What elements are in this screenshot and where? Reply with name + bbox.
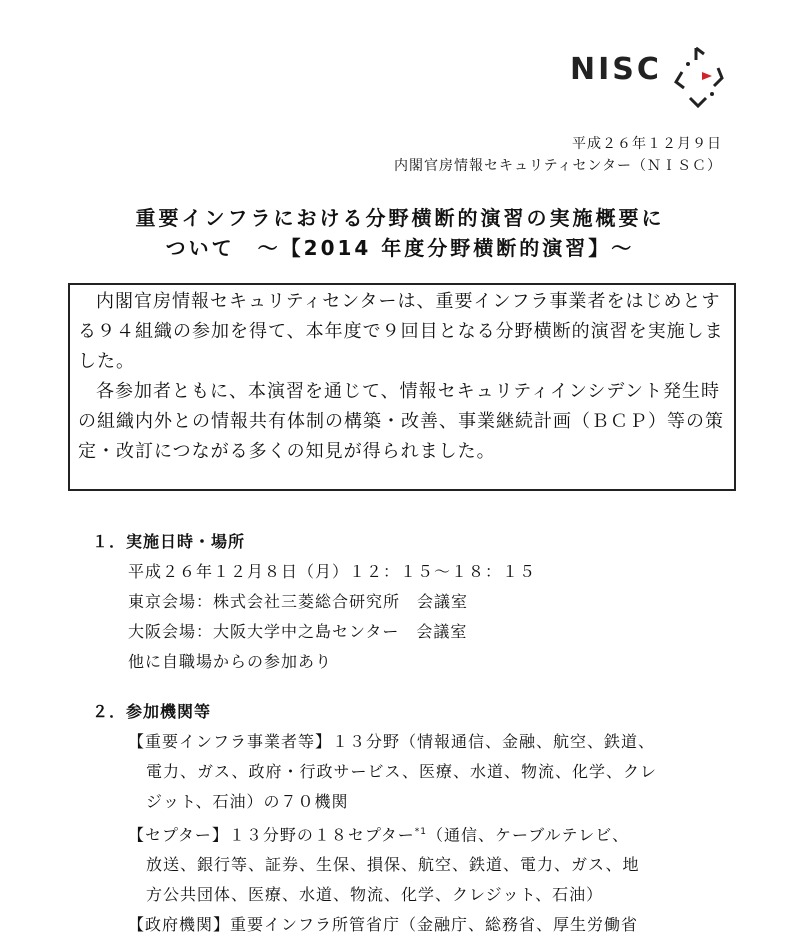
summary-paragraph-1: 内閣官房情報セキュリティセンターは、重要インフラ事業者をはじめとする９４組織の参加を得て、本年度で９回目となる分野横断的演習を実施しました。	[78, 291, 724, 372]
ceptoar-line	[128, 817, 657, 850]
nisc-logo	[570, 42, 730, 112]
ceptoar-text: 【セプター】１３分野の１８セプター	[128, 825, 415, 845]
operators-line: 電力、ガス、政府・行政サービス、医療、水道、物流、化学、クレ	[146, 762, 657, 781]
schedule-remote-note: 他に自職場からの参加あり	[128, 652, 333, 671]
summary-box	[68, 283, 736, 491]
issue-date: 平成２６年１２月９日	[572, 136, 722, 152]
document-title	[0, 203, 800, 263]
schedule-osaka-venue: 大阪会場：大阪大学中之島センター 会議室	[128, 622, 468, 641]
section-schedule	[92, 527, 536, 677]
date-block	[394, 133, 722, 177]
government-line: 【政府機関】重要インフラ所管省庁（金融庁、総務省、厚生労働省	[128, 915, 639, 935]
section-participants	[92, 697, 657, 940]
schedule-tokyo-venue: 東京会場：株式会社三菱総合研究所 会議室	[128, 592, 469, 611]
ceptoar-line: 放送、銀行等、証券、生保、損保、航空、鉄道、電力、ガス、地	[146, 855, 640, 875]
operators-line: 【重要インフラ事業者等】１３分野（情報通信、金融、航空、鉄道、	[128, 732, 656, 751]
logo-text: NISC	[570, 52, 662, 87]
title-line-1: 重要インフラにおける分野横断的演習の実施概要に	[135, 206, 665, 230]
nisc-emblem-icon	[668, 42, 728, 112]
operators-line: ジット、石油）の７０機関	[146, 792, 349, 811]
section-heading: ２．参加機関等	[92, 702, 212, 721]
section-heading: １．実施日時・場所	[92, 532, 246, 551]
ceptoar-line: 方公共団体、医療、水道、物流、化学、クレジット、石油）	[146, 885, 604, 905]
summary-paragraph-2: 各参加者ともに、本演習を通じて、情報セキュリティインシデント発生時の組織内外との情報共有体制の構築・改善、事業継続計画（ＢＣＰ）等の策定・改訂につながる多くの知見が得られました。	[78, 381, 724, 462]
footnote-marker: *1	[414, 827, 427, 837]
schedule-datetime: 平成２６年１２月８日（月）１２：１５～１８：１５	[128, 562, 537, 581]
title-line-2: ついて ～【2014 年度分野横断的演習】～	[165, 236, 635, 260]
ceptoar-text: （通信、ケーブルテレビ、	[427, 825, 630, 845]
issuer: 内閣官房情報セキュリティセンター（ＮＩＳＣ）	[393, 158, 722, 174]
